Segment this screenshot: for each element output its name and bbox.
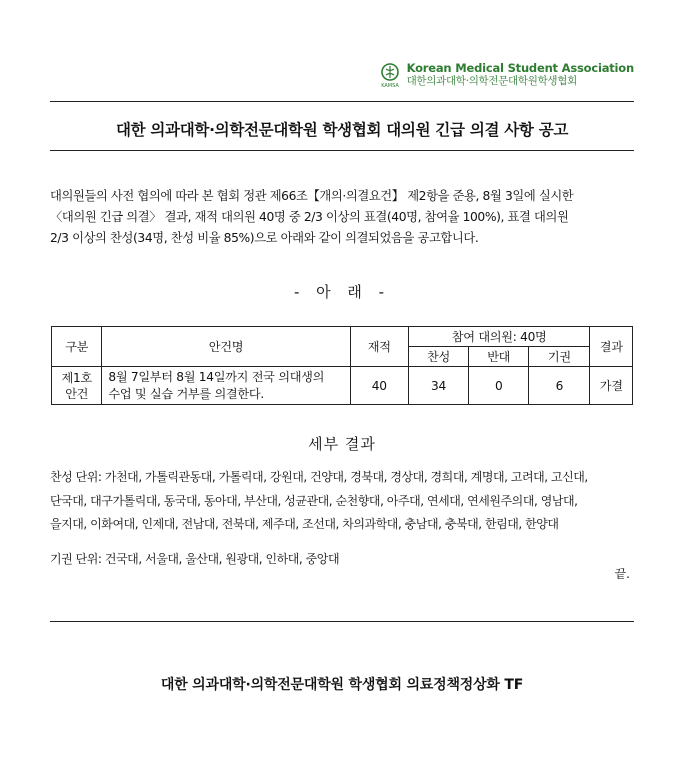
row-category-line: 안건: [65, 386, 89, 401]
col-agenda-header: 안건명: [102, 327, 350, 367]
col-participation-header: 참여 대의원: 40명: [408, 327, 590, 347]
logo-mark-text: KAMSA: [380, 83, 399, 88]
footer-signature: 대한 의과대학·의학전문대학원 학생협회 의료정책정상화 TF: [160, 677, 524, 693]
row-agenda: [102, 367, 350, 405]
row-category-line: 제1호: [61, 370, 92, 385]
row-agenda-line: 수업 및 실습 거부를 의결한다.: [108, 386, 264, 401]
document-title: 대한 의과대학·의학전문대학원 학생협회 대의원 긴급 의결 사항 공고: [115, 121, 569, 139]
intro-line: 2/3 이상의 찬성(34명, 찬성 비율 85%)으로 아래와 같이 의결되었음을 공고합니다.: [50, 231, 479, 245]
intro-line: 〈대의원 긴급 의결〉 결과, 재적 대의원 40명 중 2/3 이상의 표결(40명, 참여율 100%), 표결 대의원: [50, 210, 569, 224]
header-divider: [50, 101, 634, 102]
org-name-en: Korean Medical Student Association: [406, 61, 634, 75]
col-for-header: 찬성: [408, 347, 468, 367]
footer-divider: [50, 621, 634, 622]
for-units-line: 단국대, 대구가톨릭대, 동국대, 동아대, 부산대, 성균관대, 순천향대, 아주대, 연세대, 연세원주의대, 영남대,: [50, 493, 578, 508]
col-registered-header: 재적: [350, 327, 408, 367]
row-abstain: 6: [529, 367, 590, 405]
org-name-ko: 대한의과대학·의학전문대학원학생협회: [406, 75, 577, 87]
col-category-header: 구분: [52, 327, 102, 367]
intro-paragraph: [50, 186, 634, 249]
detail-title: 세부 결과: [308, 435, 376, 453]
row-for: 34: [408, 367, 468, 405]
row-against: 0: [469, 367, 529, 405]
for-units-line: 찬성 단위: 가천대, 가톨릭관동대, 가톨릭대, 강원대, 건양대, 경북대, 경상대, 경희대, 계명대, 고려대, 고신대,: [50, 470, 588, 484]
row-category: [52, 367, 102, 405]
row-registered: 40: [350, 367, 408, 405]
intro-line: 대의원들의 사전 협의에 따라 본 협회 정관 제66조【개의·의결요건】 제2항을 준용, 8월 3일에 실시한: [50, 189, 574, 203]
col-result-header: 결과: [590, 327, 633, 367]
col-against-header: 반대: [469, 347, 529, 367]
row-agenda-line: 8월 7일부터 8월 14일까지 전국 의대생의: [108, 369, 325, 384]
header-logo: [378, 62, 634, 88]
table-row: [52, 367, 633, 405]
col-abstain-header: 기권: [529, 347, 590, 367]
abstain-units: 기권 단위: 건국대, 서울대, 울산대, 원광대, 인하대, 중앙대: [50, 552, 340, 566]
title-divider: [50, 150, 634, 151]
row-result: 가결: [590, 367, 633, 405]
section-label: - 아 래 -: [293, 283, 391, 301]
for-units: [50, 466, 634, 537]
result-table: [51, 326, 633, 405]
end-mark: 끝.: [614, 567, 630, 581]
kmsa-logo-icon: [378, 62, 402, 88]
for-units-line: 을지대, 이화여대, 인제대, 전남대, 전북대, 제주대, 조선대, 차의과학대, 충남대, 충북대, 한림대, 한양대: [50, 517, 559, 531]
